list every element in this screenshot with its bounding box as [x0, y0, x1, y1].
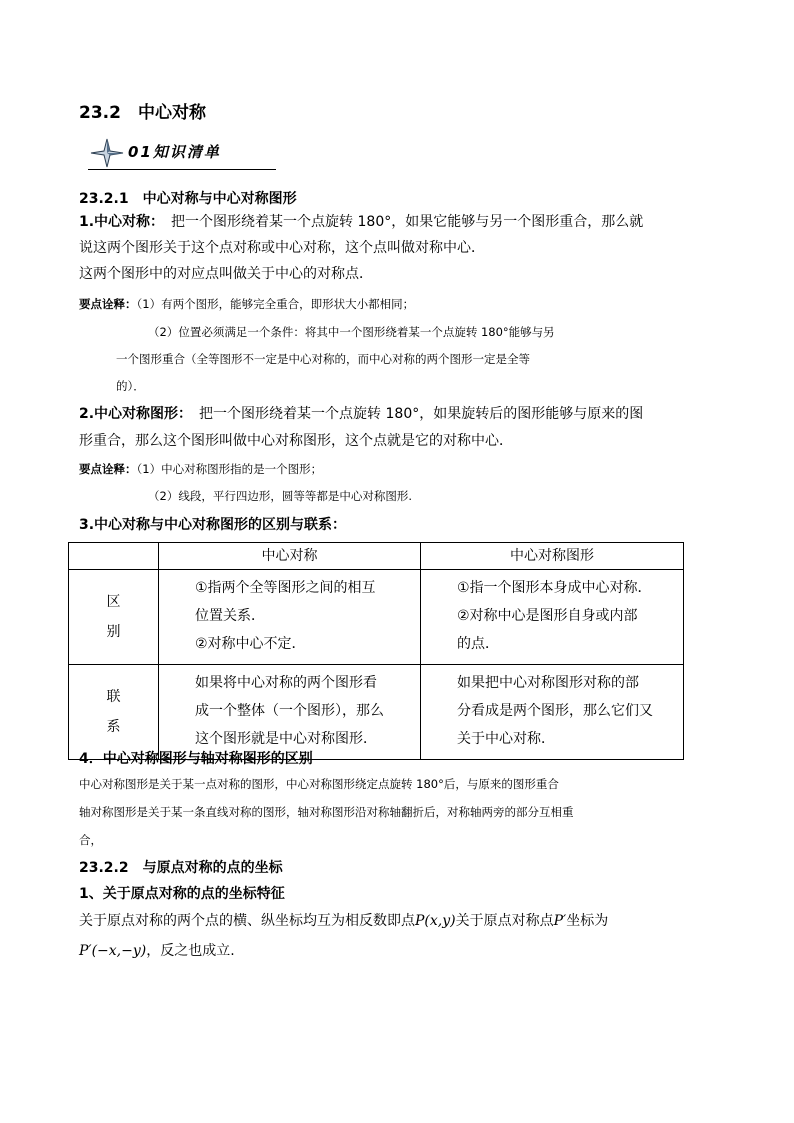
text-span: 坐标为	[566, 913, 609, 929]
cell-line: 关于中心对称．	[457, 731, 555, 747]
definition-1-line-1	[79, 209, 643, 235]
heading-3: 3.中心对称与中心对称图形的区别与联系：	[79, 517, 347, 533]
definition-1-line-3: 这两个图形中的对应点叫做关于中心的对称点．	[79, 266, 373, 282]
note-1-item-2b: 一个图形重合（全等图形不一定是中心对称的，而中心对称的两个图形一定是全等	[116, 352, 530, 366]
point-p-formula: P(x,y)	[415, 913, 456, 929]
section-banner	[88, 136, 276, 172]
banner-underline	[88, 169, 276, 170]
comparison-table	[68, 542, 684, 760]
table-header-row	[69, 543, 684, 570]
star-icon	[90, 138, 124, 168]
table-cell	[159, 665, 421, 760]
table-cell	[159, 570, 421, 665]
row-head-char-2: 别	[106, 624, 121, 640]
table-header-col-2: 中心对称图形	[421, 543, 684, 570]
text-span: ，反之也成立.	[146, 943, 235, 959]
section-heading-23-2-2: 23.2.2 与原点对称的点的坐标	[79, 860, 283, 876]
definition-1-label: 1.中心对称：	[79, 214, 158, 230]
origin-symmetry-line-2	[79, 938, 235, 964]
definition-1-line-2: 说这两个图形关于这个点对称或中心对称，这个点叫做对称中心．	[79, 240, 485, 256]
difference-line-2b: 合，	[79, 833, 102, 847]
text-span: 关于原点对称点	[455, 913, 554, 929]
table-row	[69, 570, 684, 665]
cell-line: ①指一个图形本身成中心对称．	[457, 580, 652, 596]
cell-line: 的点．	[457, 636, 499, 652]
note-1-line-1	[79, 296, 414, 312]
cell-line: 如果将中心对称的两个图形看	[195, 675, 377, 691]
heading-4: 4．中心对称图形与轴对称图形的区别	[79, 751, 313, 767]
subheading-origin-symmetry: 1、关于原点对称的点的坐标特征	[79, 886, 285, 902]
origin-symmetry-line-1	[79, 908, 608, 934]
cell-line: 成一个整体（一个图形），那么	[195, 703, 384, 719]
note-2-item-2: （2）线段，平行四边形，圆等等都是中心对称图形.	[148, 489, 412, 503]
definition-2-line-1	[79, 401, 643, 427]
banner-label: 01知识清单	[128, 143, 221, 161]
row-head-char-1: 联	[106, 689, 121, 705]
cell-line: 分看成是两个图形，那么它们又	[457, 703, 653, 719]
row-head-char-2: 系	[106, 719, 121, 735]
table-row-head-connection	[69, 665, 159, 760]
note-2-label: 要点诠释：	[79, 462, 137, 476]
definition-1-text: 把一个图形绕着某一个点旋转 180°，如果它能够与另一个图形重合，那么就	[157, 214, 644, 230]
difference-line-2a: 轴对称图形是关于某一条直线对称的图形，轴对称图形沿对称轴翻折后，对称轴两旁的部分互相重	[79, 805, 574, 819]
note-2-line-1	[79, 461, 322, 477]
point-p-prime: P′	[553, 913, 567, 929]
table-corner-cell	[69, 543, 159, 570]
note-1-item-2a: （2）位置必须满足一个条件：将其中一个图形绕着某一个点旋转 180°能够与另	[148, 325, 555, 339]
point-p-prime-formula: P′(−x,−y)	[79, 943, 147, 959]
table-row	[69, 665, 684, 760]
note-2-item-1: （1）中心对称图形指的是一个图形；	[136, 462, 323, 476]
table-row-head-difference	[69, 570, 159, 665]
definition-2-label: 2.中心对称图形：	[79, 406, 186, 422]
definition-2-line-2: 形重合，那么这个图形叫做中心对称图形，这个点就是它的对称中心．	[79, 433, 513, 449]
cell-line: 这个图形就是中心对称图形．	[195, 731, 377, 747]
section-heading-23-2-1: 23.2.1 中心对称与中心对称图形	[79, 191, 297, 207]
difference-line-1: 中心对称图形是关于某一点对称的图形，中心对称图形绕定点旋转 180°后，与原来的图形重合	[79, 777, 559, 791]
text-span: 关于原点对称的两个点的横、纵坐标均互为相反数即点	[79, 913, 415, 929]
definition-2-text: 把一个图形绕着某一个点旋转 180°，如果旋转后的图形能够与原来的图	[185, 406, 644, 422]
note-1-item-2c: 的）．	[116, 379, 145, 393]
cell-line: 如果把中心对称图形对称的部	[457, 675, 639, 691]
page-title: 23.2 中心对称	[79, 103, 206, 123]
cell-line: ②对称中心不定．	[195, 636, 306, 652]
table-cell	[421, 665, 684, 760]
note-1-label: 要点诠释：	[79, 297, 137, 311]
table-cell	[421, 570, 684, 665]
table-header-col-1: 中心对称	[159, 543, 421, 570]
cell-line: ②对称中心是图形自身或内部	[457, 608, 638, 624]
note-1-item-1: （1）有两个图形，能够完全重合，即形状大小都相同；	[136, 297, 415, 311]
cell-line: ①指两个全等图形之间的相互	[195, 580, 376, 596]
cell-line: 位置关系．	[195, 608, 265, 624]
row-head-char-1: 区	[106, 594, 121, 610]
